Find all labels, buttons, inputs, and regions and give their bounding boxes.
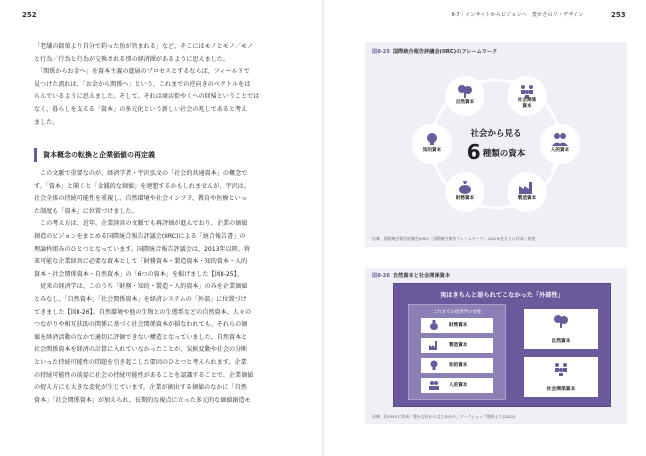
capital-label: 財務資本	[455, 196, 475, 201]
text-line: 見つけた流れは、「お金から関係へ」という、これまでの逆向きのベクトルをは	[34, 80, 251, 88]
inner-item-manufactured	[421, 338, 493, 353]
inner-item-label: 知的資本	[449, 363, 468, 368]
tree-icon	[457, 84, 473, 98]
figure-title: 国際統合報告評議会(IIRC)のフレームワーク	[392, 49, 498, 55]
external-item-social	[524, 357, 598, 397]
center-label: 社会から見る	[470, 129, 522, 139]
capital-intellectual	[412, 124, 452, 164]
text-line: この文脈で重要なのが、経済学者・宇沢弘文の「社会的共通資本」の概念で	[34, 170, 248, 177]
text-line: 値を経済活動のなかで適切に評価できない構造となっていました。自然資本と	[34, 333, 248, 341]
text-line: 来可能な企業経営に必要な資本として「財務資本・製造資本・知的資本・人的	[34, 258, 248, 266]
capital-social-relational	[507, 76, 547, 116]
money-bag-icon	[457, 180, 473, 194]
people-group-icon	[519, 84, 535, 98]
figure-title: 自然資本と社会関係資本	[392, 273, 451, 279]
capital-label	[497, 98, 557, 109]
figure-iirc-framework	[365, 42, 627, 247]
inner-item-financial	[421, 318, 493, 333]
people-icon	[429, 380, 439, 390]
text-line: てきました【図Ⅱ-26】。自然環境や他の生物との生態系などの自然資本、人々の	[34, 308, 252, 316]
text-line: なく、暮らしを支える「資本」の多元化という新しい社会の兆しであると考え	[34, 105, 248, 113]
external-item-label: 自然資本	[551, 339, 571, 344]
center-number: 6	[466, 140, 481, 164]
text-line: の持続可能性の前提に社会の持続可能性があることを認識することで、企業価値	[34, 371, 254, 379]
factory-icon	[429, 340, 439, 350]
figure-number: 図Ⅱ-25	[372, 49, 390, 55]
text-line: 理論枠組みのひとつとなっています。国際統合報告評議会は、2013年以降、将	[34, 245, 250, 253]
center-heading	[451, 140, 541, 164]
text-line: 「老舗の銘菓より自分で釣った魚が旨まれる」など、そこにはモノとモノ／モノ	[34, 43, 254, 50]
paragraph-intro	[34, 41, 302, 129]
capital-label: 自然資本	[455, 100, 475, 105]
capital-natural	[445, 76, 485, 116]
inner-item-label: 製造資本	[449, 343, 468, 348]
inner-item-human	[421, 378, 493, 393]
text-line: ました。	[34, 118, 59, 126]
right-page-number: 253	[611, 11, 626, 19]
text-line: の捉え方にも大きな変化が生じています。企業が創出する価値のなかに「自然	[34, 384, 247, 392]
inner-item-label: 人的資本	[449, 383, 468, 388]
external-item-natural	[524, 309, 598, 349]
externality-title: 実はきちんと語られてこなかった「外部性」	[440, 292, 564, 299]
center-label-2: 種類の資本	[482, 149, 526, 159]
page-gutter	[322, 0, 324, 456]
section-heading: 資本概念の転換と企業価値の再定義	[34, 148, 302, 162]
figure-source: 出典：民GPLEに作成「豊かな村からはじめかの」ワークショップ資料より(2022)	[372, 414, 516, 419]
text-line: と行為／行為と行為が交換される別の経済圏があるように思えました。	[34, 55, 229, 63]
text-line: 社会全体の持続可能性を重視し、自然環境や社会インフラ、教育や医療といっ	[34, 195, 247, 203]
text-line: らんでいるように思えました。そして、それは商店街やくへの回帰ということでは	[34, 93, 260, 101]
external-item-label: 社会関係資本	[546, 387, 576, 392]
economics-scope-title: これまでの経済学の対象	[432, 310, 482, 315]
lightbulb-icon	[424, 132, 440, 146]
text-line: た制度も「資本」に位置づけました。	[34, 207, 138, 215]
capital-label: 知的資本	[422, 148, 442, 153]
text-line: つながりや相互扶助の関係に基づく社会関係資本が損なわれても、それらの価	[34, 321, 248, 329]
figure-number: 図Ⅱ-26	[372, 273, 390, 279]
text-line: 資本・社会関係資本・自然資本」の「6つの資本」を掲げました【図Ⅱ-25】。	[34, 270, 243, 278]
capital-financial	[445, 172, 485, 212]
text-line: 資本」「社会関係資本」が加えられ、長期的な視点に立った多元的な価値創造モ	[34, 396, 251, 404]
text-line: 「関係からお金へ」を資本主義の進展のプロセスとするならば、フィールドで	[34, 68, 250, 76]
text-line: といった持続可能性の問題を引き起こした要因のひとつと考えられます。企業	[34, 358, 247, 366]
text-line: 創造のビジョンをまとめる国際統合報告評議会(IIRC)による「統合報告書」の	[34, 232, 246, 240]
running-header: Ⅱ-7｜インサイトからビジョンへ 豊かさのリ・デザイン	[452, 12, 584, 18]
economics-scope-box	[408, 304, 506, 400]
capital-label-line: 社会関係	[517, 98, 537, 103]
text-line: 社会関係資本を経済の計算に入れていなかったことが、気候変動や社会の分断	[34, 346, 248, 354]
tree-icon	[553, 314, 569, 328]
text-line: す。「資本」と聞くと「金銭的な価値」を連想するかもしれませんが、宇沢は、	[34, 182, 250, 190]
paragraph-body	[34, 168, 302, 407]
capital-label: 人的資本	[550, 148, 570, 153]
factory-icon	[519, 180, 535, 194]
lightbulb-icon	[429, 360, 439, 370]
inner-item-intellectual	[421, 358, 493, 373]
text-line: とみなし、「自然資本」「社会関係資本」を経済システムの「外部」に位置づけ	[34, 295, 247, 303]
figure-caption	[372, 272, 450, 279]
people-icon	[552, 132, 568, 146]
people-group-icon	[553, 362, 569, 376]
inner-item-label: 財務資本	[449, 323, 468, 328]
figure-source: 出典：国際統合報告評議会(IIRC)「国際統合報告フレームワーク」(2013)をもとに作成・改変	[372, 236, 536, 241]
capital-label-line: 資本	[522, 103, 532, 109]
capital-human	[540, 124, 580, 164]
text-line: この考え方は、近年、企業経営の文脈でも再評価が進んでおり、企業の価値	[34, 220, 248, 228]
money-bag-icon	[429, 320, 439, 330]
figure-natural-social-capital	[365, 268, 627, 424]
externality-box	[393, 283, 611, 407]
text-line: 従来の経済学は、このうち「財務・知的・製造・人的資本」のみを企業価値	[34, 283, 248, 291]
capital-manufactured	[507, 172, 547, 212]
capital-label: 製造資本	[517, 196, 537, 201]
left-page-number: 252	[22, 11, 37, 19]
